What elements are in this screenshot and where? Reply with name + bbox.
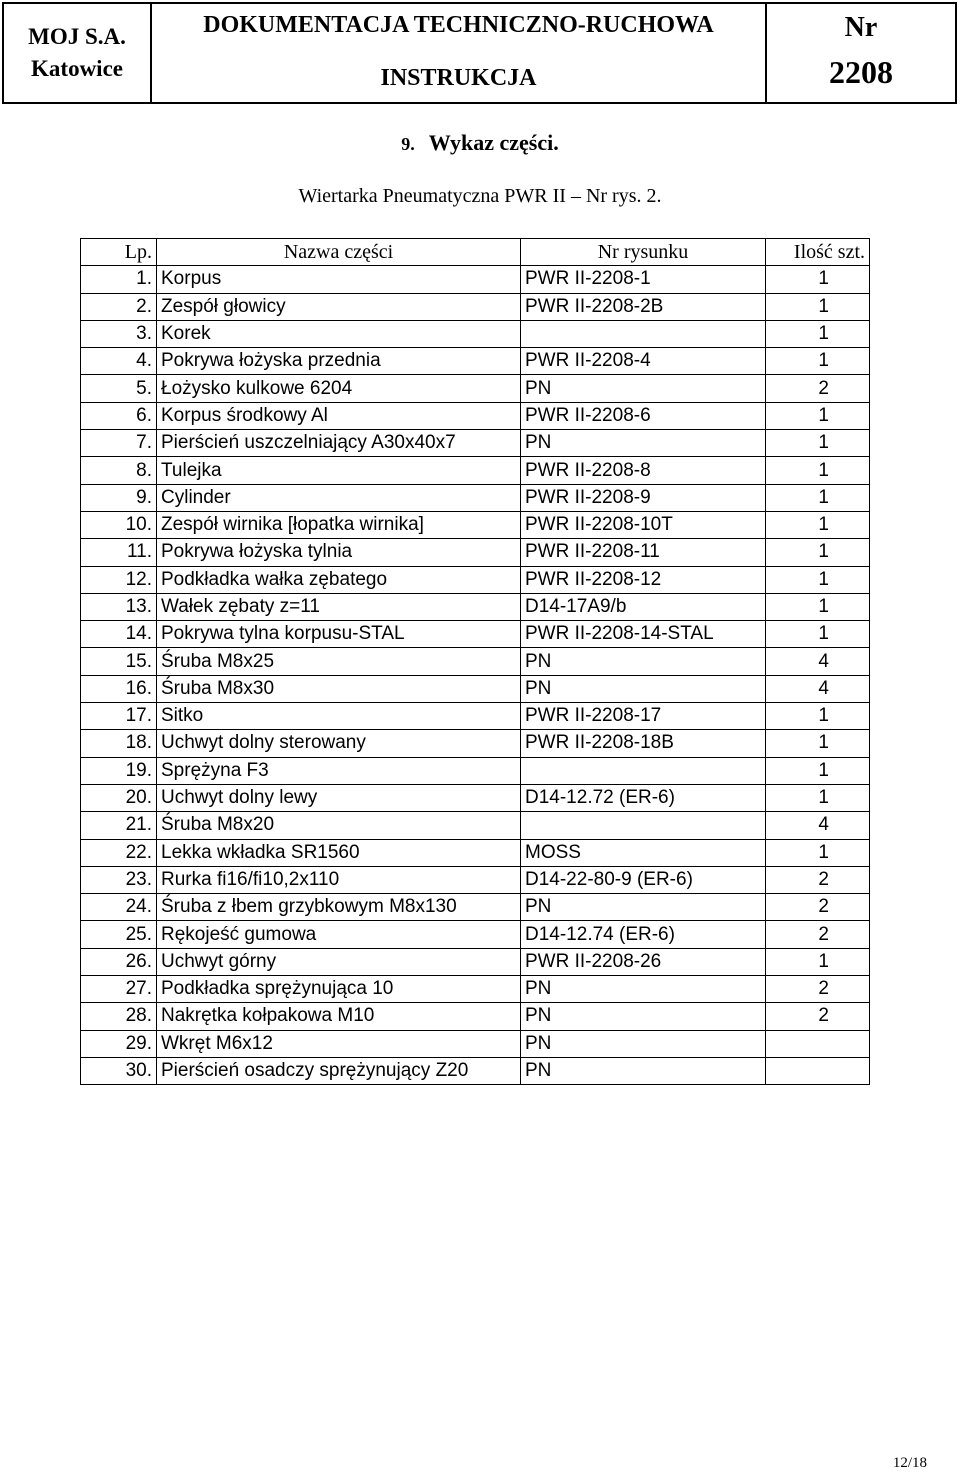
row-drawing-number: D14-12.72 (ER-6)	[521, 784, 766, 811]
row-part-name: Wkręt M6x12	[157, 1030, 521, 1057]
row-quantity: 4	[766, 648, 870, 675]
row-part-name: Lekka wkładka SR1560	[157, 839, 521, 866]
row-drawing-number: D14-12.74 (ER-6)	[521, 921, 766, 948]
row-part-name: Uchwyt dolny sterowany	[157, 730, 521, 757]
row-lp: 27.	[81, 976, 157, 1003]
row-quantity: 4	[766, 812, 870, 839]
row-drawing-number: PWR II-2208-6	[521, 402, 766, 429]
table-row	[81, 266, 870, 293]
row-quantity: 1	[766, 757, 870, 784]
row-lp: 22.	[81, 839, 157, 866]
table-row	[81, 894, 870, 921]
row-lp: 21.	[81, 812, 157, 839]
row-quantity: 1	[766, 402, 870, 429]
table-row	[81, 1030, 870, 1057]
row-part-name: Śruba z łbem grzybkowym M8x130	[157, 894, 521, 921]
row-quantity: 1	[766, 948, 870, 975]
row-quantity: 2	[766, 976, 870, 1003]
row-part-name: Zespół wirnika [łopatka wirnika]	[157, 511, 521, 538]
table-row	[81, 866, 870, 893]
row-drawing-number: PWR II-2208-17	[521, 703, 766, 730]
row-part-name: Cylinder	[157, 484, 521, 511]
row-part-name: Zespół głowicy	[157, 293, 521, 320]
document-number-block	[767, 4, 955, 102]
header-lp: Lp.	[81, 239, 157, 266]
row-part-name: Wałek zębaty z=11	[157, 593, 521, 620]
row-lp: 1.	[81, 266, 157, 293]
row-quantity: 1	[766, 430, 870, 457]
row-quantity: 1	[766, 784, 870, 811]
row-lp: 29.	[81, 1030, 157, 1057]
table-row	[81, 1003, 870, 1030]
row-part-name: Sprężyna F3	[157, 757, 521, 784]
row-quantity: 1	[766, 511, 870, 538]
row-part-name: Korpus	[157, 266, 521, 293]
row-drawing-number: PWR II-2208-4	[521, 348, 766, 375]
row-drawing-number: PN	[521, 1030, 766, 1057]
row-lp: 16.	[81, 675, 157, 702]
row-lp: 15.	[81, 648, 157, 675]
row-lp: 13.	[81, 593, 157, 620]
table-row	[81, 703, 870, 730]
row-quantity	[766, 1030, 870, 1057]
row-drawing-number: PWR II-2208-12	[521, 566, 766, 593]
row-drawing-number: PN	[521, 430, 766, 457]
row-quantity: 1	[766, 593, 870, 620]
row-drawing-number: PN	[521, 675, 766, 702]
row-lp: 26.	[81, 948, 157, 975]
table-row	[81, 839, 870, 866]
row-quantity: 2	[766, 921, 870, 948]
row-drawing-number: PWR II-2208-2B	[521, 293, 766, 320]
row-quantity: 2	[766, 894, 870, 921]
row-quantity: 1	[766, 839, 870, 866]
row-drawing-number: PN	[521, 648, 766, 675]
document-subtype: INSTRUKCJA	[380, 65, 537, 91]
table-row	[81, 402, 870, 429]
row-quantity: 1	[766, 293, 870, 320]
row-part-name: Śruba M8x30	[157, 675, 521, 702]
row-drawing-number	[521, 757, 766, 784]
row-quantity: 2	[766, 866, 870, 893]
table-row	[81, 375, 870, 402]
row-drawing-number	[521, 812, 766, 839]
row-quantity: 4	[766, 675, 870, 702]
row-quantity: 1	[766, 730, 870, 757]
table-row	[81, 621, 870, 648]
row-drawing-number: PN	[521, 1057, 766, 1084]
parts-table	[80, 238, 870, 1085]
table-row	[81, 784, 870, 811]
table-row	[81, 511, 870, 538]
table-row	[81, 1057, 870, 1084]
table-header-row	[81, 239, 870, 266]
table-row	[81, 921, 870, 948]
row-part-name: Pokrywa łożyska przednia	[157, 348, 521, 375]
row-quantity: 2	[766, 375, 870, 402]
row-lp: 10.	[81, 511, 157, 538]
row-lp: 20.	[81, 784, 157, 811]
row-lp: 19.	[81, 757, 157, 784]
row-drawing-number: PWR II-2208-26	[521, 948, 766, 975]
row-part-name: Łożysko kulkowe 6204	[157, 375, 521, 402]
row-part-name: Pokrywa tylna korpusu-STAL	[157, 621, 521, 648]
row-quantity: 2	[766, 1003, 870, 1030]
row-lp: 5.	[81, 375, 157, 402]
row-drawing-number: PWR II-2208-18B	[521, 730, 766, 757]
table-row	[81, 648, 870, 675]
table-row	[81, 593, 870, 620]
section-number: 9.	[401, 134, 415, 154]
document-number: 2208	[829, 54, 893, 90]
row-drawing-number: PWR II-2208-1	[521, 266, 766, 293]
company-name: MOJ S.A.	[28, 24, 126, 49]
row-part-name: Podkładka wałka zębatego	[157, 566, 521, 593]
row-lp: 2.	[81, 293, 157, 320]
table-row	[81, 675, 870, 702]
row-part-name: Nakrętka kołpakowa M10	[157, 1003, 521, 1030]
document-type-block	[152, 4, 767, 102]
row-lp: 11.	[81, 539, 157, 566]
row-part-name: Śruba M8x20	[157, 812, 521, 839]
table-row	[81, 484, 870, 511]
row-drawing-number: PWR II-2208-8	[521, 457, 766, 484]
row-drawing-number: PWR II-2208-10T	[521, 511, 766, 538]
row-quantity: 1	[766, 320, 870, 347]
table-row	[81, 948, 870, 975]
row-drawing-number	[521, 320, 766, 347]
table-row	[81, 812, 870, 839]
page-number: 12/18	[892, 1455, 927, 1471]
row-lp: 23.	[81, 866, 157, 893]
table-row	[81, 976, 870, 1003]
row-part-name: Uchwyt górny	[157, 948, 521, 975]
row-lp: 24.	[81, 894, 157, 921]
row-quantity	[766, 1057, 870, 1084]
parts-list-subtitle: Wiertarka Pneumatyczna PWR II – Nr rys. 2.	[298, 185, 662, 207]
row-lp: 25.	[81, 921, 157, 948]
row-drawing-number: PWR II-2208-14-STAL	[521, 621, 766, 648]
section-heading	[0, 130, 960, 156]
row-quantity: 1	[766, 266, 870, 293]
row-drawing-number: MOSS	[521, 839, 766, 866]
row-drawing-number: PN	[521, 976, 766, 1003]
row-part-name: Pierścień uszczelniający A30x40x7	[157, 430, 521, 457]
row-lp: 7.	[81, 430, 157, 457]
row-part-name: Pokrywa łożyska tylnia	[157, 539, 521, 566]
company-city: Katowice	[31, 56, 123, 81]
row-lp: 28.	[81, 1003, 157, 1030]
row-lp: 4.	[81, 348, 157, 375]
row-part-name: Korpus środkowy Al	[157, 402, 521, 429]
row-part-name: Korek	[157, 320, 521, 347]
row-lp: 9.	[81, 484, 157, 511]
row-drawing-number: PN	[521, 375, 766, 402]
table-row	[81, 457, 870, 484]
row-drawing-number: PN	[521, 1003, 766, 1030]
header-drawing-number: Nr rysunku	[521, 239, 766, 266]
table-row	[81, 348, 870, 375]
header-quantity: Ilość szt.	[766, 239, 870, 266]
row-quantity: 1	[766, 484, 870, 511]
table-row	[81, 757, 870, 784]
row-drawing-number: PWR II-2208-9	[521, 484, 766, 511]
table-row	[81, 730, 870, 757]
row-drawing-number: D14-22-80-9 (ER-6)	[521, 866, 766, 893]
row-lp: 17.	[81, 703, 157, 730]
table-row	[81, 539, 870, 566]
row-part-name: Rękojeść gumowa	[157, 921, 521, 948]
row-lp: 8.	[81, 457, 157, 484]
row-part-name: Uchwyt dolny lewy	[157, 784, 521, 811]
header-part-name: Nazwa części	[157, 239, 521, 266]
row-lp: 30.	[81, 1057, 157, 1084]
section-title: Wykaz części.	[428, 130, 559, 155]
row-part-name: Rurka fi16/fi10,2x110	[157, 866, 521, 893]
row-part-name: Pierścień osadczy sprężynujący Z20	[157, 1057, 521, 1084]
document-header	[2, 2, 957, 104]
document-type: DOKUMENTACJA TECHNICZNO-RUCHOWA	[203, 12, 714, 38]
row-quantity: 1	[766, 703, 870, 730]
row-quantity: 1	[766, 566, 870, 593]
row-quantity: 1	[766, 621, 870, 648]
row-drawing-number: PWR II-2208-11	[521, 539, 766, 566]
row-lp: 12.	[81, 566, 157, 593]
row-lp: 18.	[81, 730, 157, 757]
row-drawing-number: D14-17A9/b	[521, 593, 766, 620]
row-part-name: Sitko	[157, 703, 521, 730]
table-row	[81, 320, 870, 347]
row-lp: 3.	[81, 320, 157, 347]
row-quantity: 1	[766, 539, 870, 566]
row-part-name: Tulejka	[157, 457, 521, 484]
table-row	[81, 430, 870, 457]
row-drawing-number: PN	[521, 894, 766, 921]
row-part-name: Śruba M8x25	[157, 648, 521, 675]
row-lp: 6.	[81, 402, 157, 429]
row-quantity: 1	[766, 348, 870, 375]
company-block	[4, 4, 152, 102]
table-row	[81, 566, 870, 593]
document-number-label: Nr	[844, 12, 878, 43]
row-lp: 14.	[81, 621, 157, 648]
row-quantity: 1	[766, 457, 870, 484]
table-row	[81, 293, 870, 320]
row-part-name: Podkładka sprężynująca 10	[157, 976, 521, 1003]
